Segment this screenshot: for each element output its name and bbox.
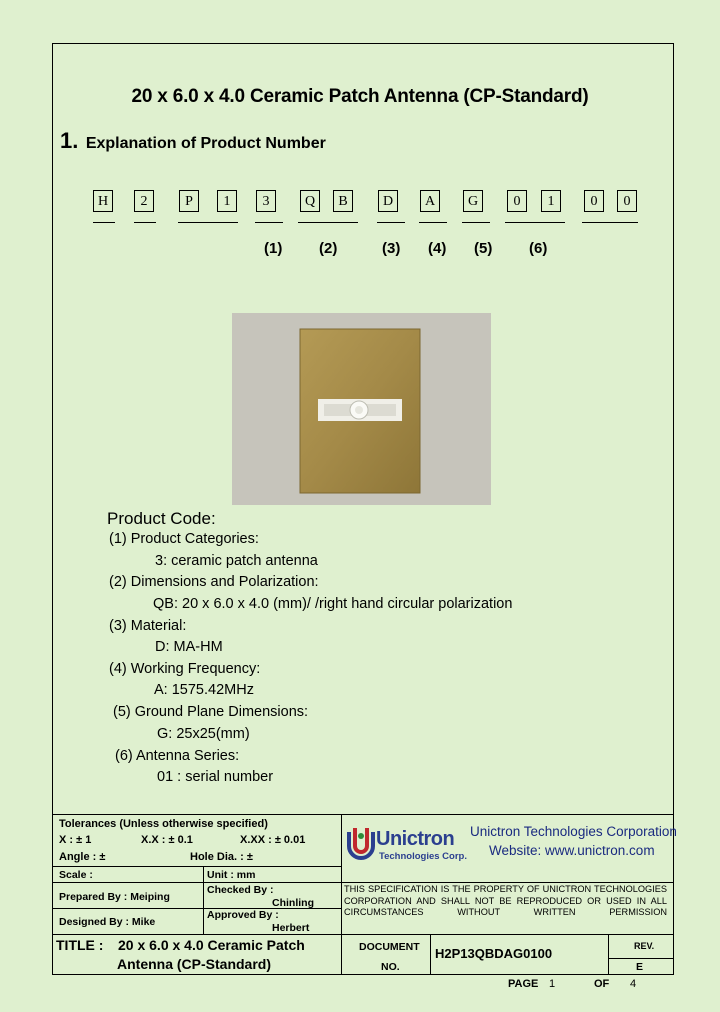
- product-code-line: (5) Ground Plane Dimensions:: [113, 704, 309, 720]
- product-code-heading: Product Code:: [107, 509, 216, 528]
- grid-line: [608, 934, 609, 975]
- unictron-logo-icon: [345, 824, 377, 862]
- document-number: H2P13QBDAG0100: [435, 946, 553, 961]
- grid-line: [52, 934, 674, 935]
- product-code-line: (6) Antenna Series:: [115, 748, 240, 764]
- pn-index-6: (6): [529, 240, 548, 257]
- pn-char-box: 1: [541, 190, 561, 212]
- grid-line: [608, 958, 674, 959]
- grid-line: [341, 934, 342, 975]
- pn-char-box: 1: [217, 190, 237, 212]
- company-name: Unictron Technologies Corporation: [470, 824, 677, 839]
- revision-label: REV.: [634, 941, 655, 951]
- product-code-line: D: MA-HM: [155, 639, 223, 655]
- page-total: 4: [630, 978, 637, 990]
- grid-line: [430, 934, 431, 975]
- property-notice: THIS SPECIFICATION IS THE PROPERTY OF UNICTRON TECHNOLOGIES CORPORATION AND SHALL NOT BE REPRODUCED OR USED IN ALL CIRCUMSTANCES WITHOUT WRITTEN PERMISSION: [344, 884, 667, 917]
- title-label: TITLE :: [56, 937, 104, 953]
- pn-char-box: 0: [617, 190, 637, 212]
- pn-char-box: 2: [134, 190, 154, 212]
- pn-index-3: (3): [382, 240, 401, 257]
- product-code-line: (1) Product Categories:: [109, 531, 259, 547]
- unit-label: Unit : mm: [207, 869, 256, 881]
- pn-underline: [93, 222, 115, 223]
- document-label: DOCUMENT: [359, 941, 420, 953]
- pn-underline: [134, 222, 156, 223]
- pn-index-4: (4): [428, 240, 447, 257]
- section-heading: [60, 128, 326, 154]
- pn-char-box: H: [93, 190, 113, 212]
- product-code-line: 3: ceramic patch antenna: [155, 553, 318, 569]
- document-title: 20 x 6.0 x 4.0 Ceramic Patch Antenna (CP-Standard): [131, 86, 589, 107]
- tolerance-x: X : ± 1: [59, 834, 92, 846]
- pn-underline: [298, 222, 358, 223]
- product-code-line: QB: 20 x 6.0 x 4.0 (mm)/ /right hand circular polarization: [153, 596, 513, 612]
- pn-char-box: Q: [300, 190, 320, 212]
- pn-char-box: A: [420, 190, 440, 212]
- pn-index-2: (2): [319, 240, 338, 257]
- antenna-photo: [232, 313, 491, 505]
- section-label: Explanation of Product Number: [85, 135, 326, 152]
- tolerance-xx: X.X : ± 0.1: [141, 834, 193, 846]
- pn-index-5: (5): [474, 240, 493, 257]
- pn-char-box: G: [463, 190, 483, 212]
- grid-line: [341, 814, 342, 934]
- company-website: Website: www.unictron.com: [489, 843, 655, 858]
- document-no-label: NO.: [381, 961, 400, 973]
- grid-line: [52, 882, 674, 883]
- designed-by: Designed By : Mike: [59, 916, 156, 928]
- product-code-line: G: 25x25(mm): [157, 726, 250, 742]
- product-code-line: (3) Material:: [109, 618, 187, 634]
- approved-by-label: Approved By :: [207, 909, 279, 921]
- prepared-by: Prepared By : Meiping: [59, 891, 170, 903]
- pn-char-box: D: [378, 190, 398, 212]
- of-label: OF: [594, 978, 610, 990]
- product-code-line: 01 : serial number: [157, 769, 274, 785]
- tolerance-xxx: X.XX : ± 0.01: [240, 834, 306, 846]
- pn-char-box: P: [179, 190, 199, 212]
- pn-char-box: 0: [584, 190, 604, 212]
- pn-index-1: (1): [264, 240, 283, 257]
- checked-by-label: Checked By :: [207, 884, 274, 896]
- pn-underline: [419, 222, 447, 223]
- pn-char-box: 3: [256, 190, 276, 212]
- title-block-top: [52, 814, 674, 815]
- approved-by-name: Herbert: [272, 922, 310, 934]
- pn-underline: [462, 222, 490, 223]
- logo-subtitle: Technologies Corp.: [379, 851, 467, 862]
- product-code-line: A: 1575.42MHz: [154, 682, 254, 698]
- pn-underline: [255, 222, 283, 223]
- page-label: PAGE: [508, 978, 539, 990]
- pn-underline: [178, 222, 238, 223]
- tolerances-heading: Tolerances (Unless otherwise specified): [59, 818, 268, 830]
- title-line-2: Antenna (CP-Standard): [117, 956, 271, 972]
- angle-tolerance: Angle : ±: [59, 851, 106, 863]
- scale-label: Scale :: [59, 869, 93, 881]
- page-number: 1: [549, 978, 556, 990]
- section-number: 1.: [60, 128, 79, 153]
- revision-value: E: [636, 961, 644, 973]
- pn-char-box: 0: [507, 190, 527, 212]
- logo-wordmark: Unictron: [376, 828, 455, 850]
- pn-underline: [505, 222, 565, 223]
- pn-underline: [377, 222, 405, 223]
- hole-tolerance: Hole Dia. : ±: [190, 851, 253, 863]
- checked-by-name: Chinling: [272, 897, 314, 909]
- pn-underline: [582, 222, 638, 223]
- product-code-line: (2) Dimensions and Polarization:: [109, 574, 319, 590]
- grid-line: [203, 866, 204, 934]
- pn-char-box: B: [333, 190, 353, 212]
- grid-line: [52, 866, 341, 867]
- title-line-1: 20 x 6.0 x 4.0 Ceramic Patch: [118, 937, 305, 953]
- product-code-line: (4) Working Frequency:: [109, 661, 261, 677]
